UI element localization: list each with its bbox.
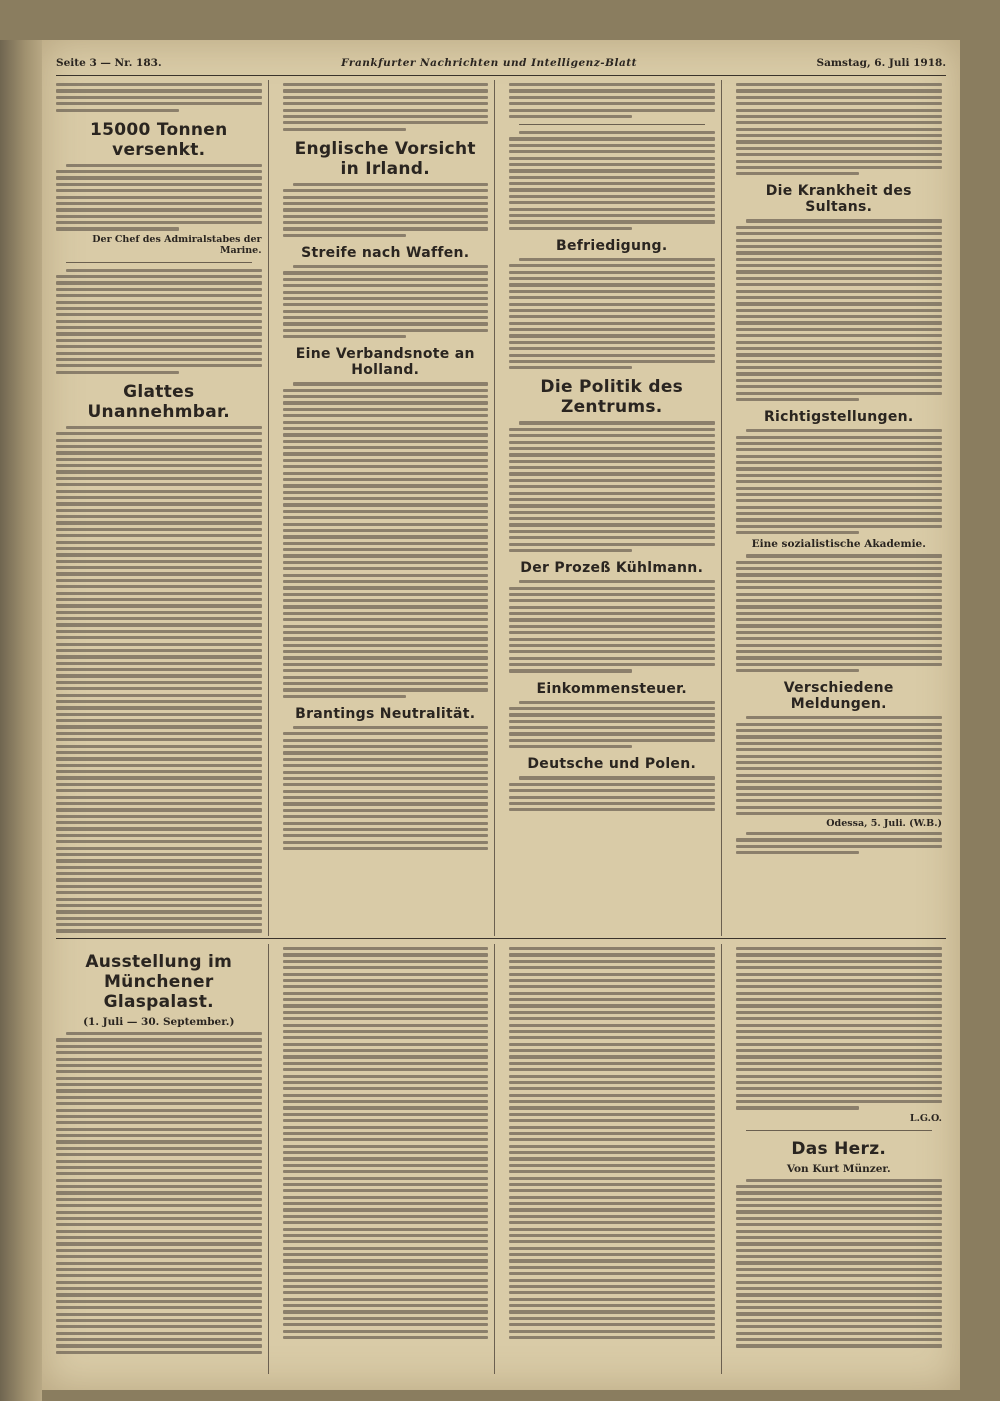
text-block [283,183,489,237]
text-block [509,776,715,811]
feuilleton-section [56,944,948,1374]
headline: Eine Verbandsnote an Holland. [295,346,475,379]
text-block [56,83,262,112]
text-block [736,1179,943,1348]
headline: Glattes Unannehmbar. [87,381,231,422]
page-number: Seite 3 — Nr. 183. [56,57,162,69]
text-block [56,1032,262,1354]
text-block [736,83,943,175]
headline: Verschiedene Meldungen. [783,680,894,713]
signature: Der Chef des Admiralstabes der Marine. [92,233,262,256]
headline: Der Prozeß Kühlmann. [520,560,704,577]
story-title: Das Herz. [791,1138,887,1159]
column-4 [736,80,949,936]
feuilleton-column-2 [283,944,496,1374]
article-signature: L.G.O. [909,1112,942,1124]
text-block [736,832,943,854]
text-block [283,382,489,698]
text-block [736,219,943,401]
text-block [509,131,715,230]
column-2 [283,80,496,936]
text-block [509,947,715,1339]
newspaper-page [42,40,960,1390]
subheadline: Eine sozialistische Akademie. [751,538,926,551]
exhibition-dates: (1. Juli — 30. September.) [83,1016,235,1028]
text-block [736,947,943,1110]
story-byline: Von Kurt Münzer. [786,1162,891,1175]
text-block [509,701,715,749]
text-block [736,554,943,672]
headline: Englische Vorsicht in Irland. [294,138,476,179]
text-block [283,83,489,131]
text-block [509,421,715,552]
feuilleton-divider [56,938,946,939]
headline: Streife nach Waffen. [301,245,470,261]
text-block [509,83,715,118]
text-block [283,265,489,338]
masthead: Frankfurter Nachrichten und Intelligenz-Blatt [341,57,638,69]
headline: Einkommensteuer. [536,680,688,697]
column-1 [56,80,269,936]
text-block [56,269,262,374]
text-block [283,726,489,850]
feuilleton-title: Ausstellung im Münchener Glaspalast. [85,952,233,1012]
column-3 [509,80,722,936]
dateline: Odessa, 5. Juli. (W.B.) [826,818,942,830]
text-block [509,258,715,370]
headline: Brantings Neutralität. [295,705,476,722]
headline: Deutsche und Polen. [527,756,697,773]
headline: Die Politik des Zentrums. [540,377,684,418]
text-block [509,580,715,672]
headline: Die Krankheit des Sultans. [765,183,912,216]
text-block [736,716,943,815]
text-block [736,429,943,534]
book-binding [0,40,42,1401]
text-block [283,947,489,1339]
feuilleton-column-3 [509,944,722,1374]
issue-date: Samstag, 6. Juli 1918. [816,57,946,69]
news-columns [56,80,948,936]
text-block [56,426,262,936]
headline: Befriedigung. [556,237,668,254]
headline: 15000 Tonnen versenkt. [89,119,228,160]
text-block [56,164,262,231]
feuilleton-column-1 [56,944,269,1374]
headline: Richtigstellungen. [763,409,914,426]
page-header [56,54,946,76]
feuilleton-column-4 [736,944,949,1374]
